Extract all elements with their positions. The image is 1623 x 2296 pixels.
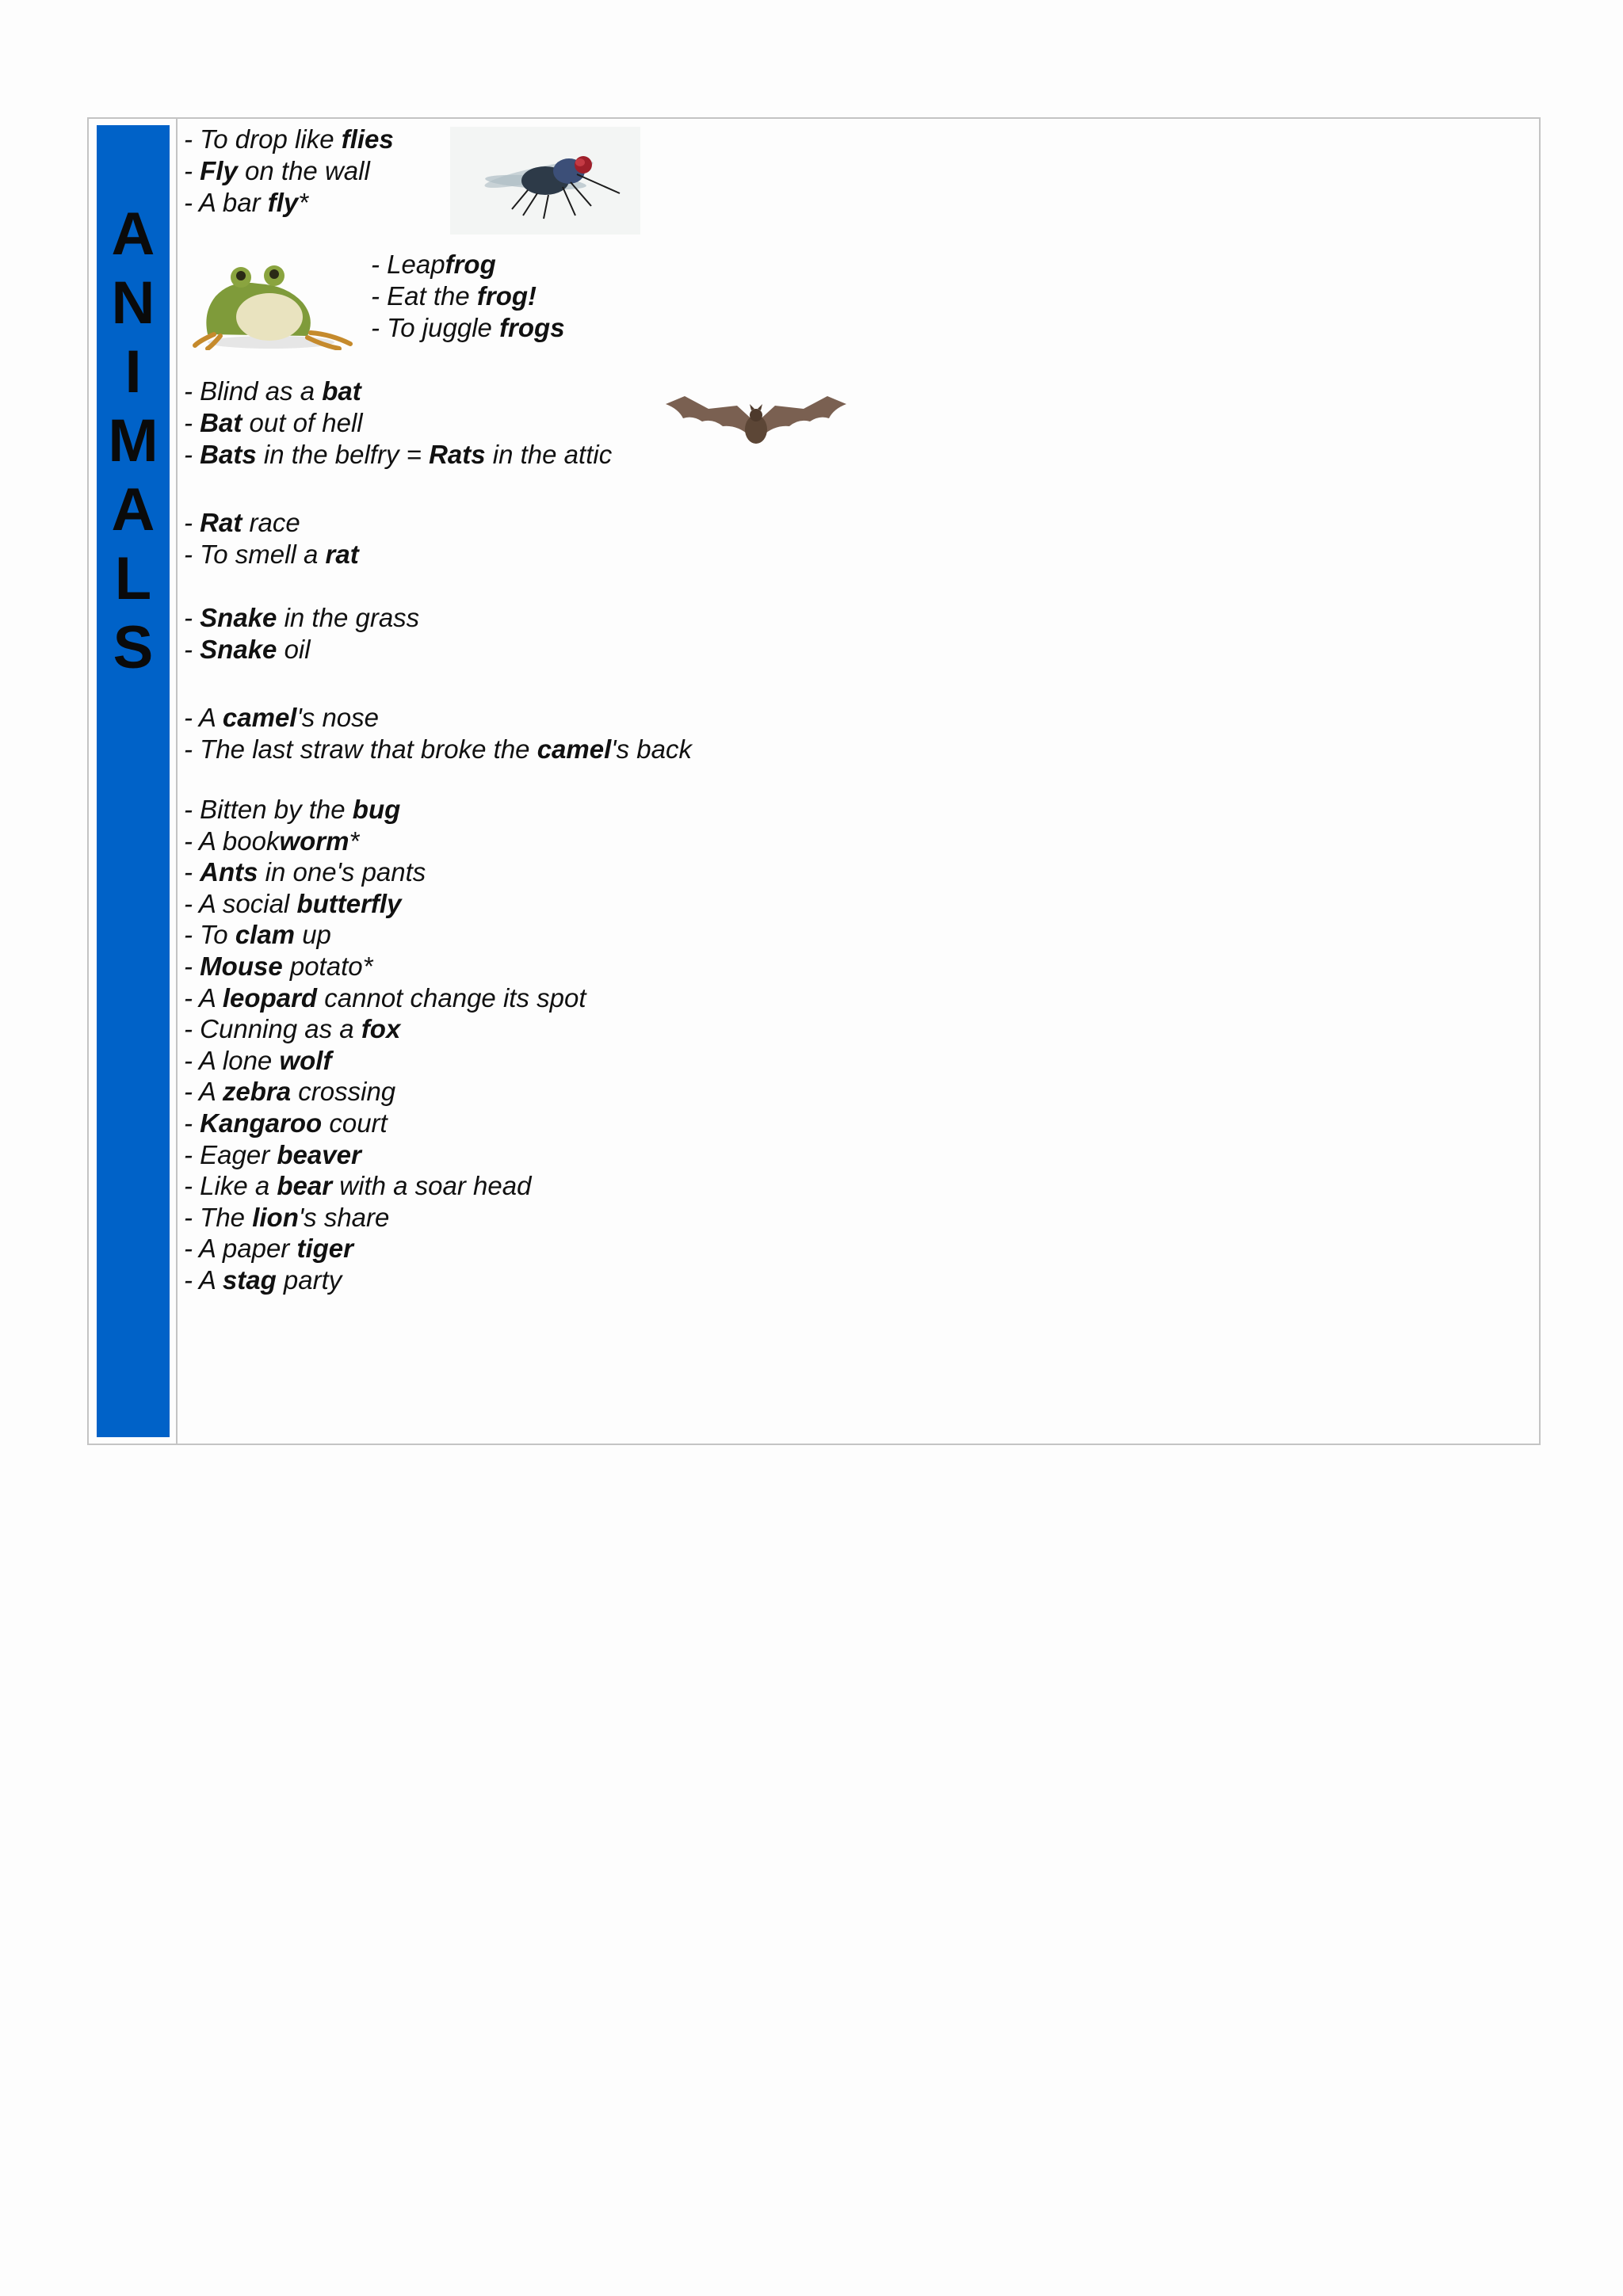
bat-idiom-line (184, 439, 612, 471)
frog-idiom-line (371, 312, 565, 344)
idiom-text: - Leap (371, 250, 445, 279)
title-letter: L (114, 545, 152, 612)
highlighted-animal-word: stag (222, 1265, 277, 1295)
misc-idiom-line (184, 794, 400, 826)
idiom-text: - A (184, 982, 223, 1013)
idiom-text: out of hell (242, 408, 363, 437)
camel-idiom-line (184, 734, 692, 765)
idiom-text: party (276, 1265, 342, 1295)
idiom-text: - Like a (184, 1171, 277, 1201)
idiom-text: - A social (184, 888, 297, 918)
idiom-text: - (184, 508, 200, 537)
idiom-text: - To (184, 920, 235, 950)
highlighted-animal-word: Ants (200, 857, 258, 887)
column-divider (176, 119, 178, 1444)
idiom-text: 's nose (296, 703, 379, 732)
camel-idiom-line (184, 702, 379, 734)
highlighted-animal-word: leopard (222, 982, 318, 1013)
highlighted-animal-word: wolf (279, 1045, 332, 1075)
highlighted-animal-word: tiger (296, 1234, 353, 1264)
idiom-text: up (295, 920, 331, 950)
snake-idiom-line (184, 634, 311, 666)
idiom-text: - (184, 952, 200, 981)
vertical-title (97, 200, 170, 682)
title-letter: A (111, 200, 155, 268)
misc-idiom-line (184, 951, 372, 982)
misc-idiom-line (184, 919, 331, 951)
idiom-text: - Eager (184, 1139, 277, 1169)
idiom-text: - A (184, 703, 223, 732)
idiom-text: - (184, 440, 200, 469)
idiom-text: cannot change its spot (317, 982, 586, 1013)
highlighted-animal-word: bug (352, 795, 401, 824)
title-band (97, 125, 170, 1437)
animals-idiom-table (87, 117, 1541, 1445)
misc-idiom-line (184, 1139, 361, 1171)
idiom-text: court (322, 1108, 388, 1138)
idiom-text: - (184, 857, 200, 887)
idiom-text: with a soar head (332, 1171, 532, 1201)
highlighted-animal-word: Rats (429, 440, 486, 469)
fly-idiom-line (184, 187, 308, 219)
misc-idiom-line (184, 1013, 400, 1045)
highlighted-animal-word: zebra (222, 1077, 292, 1107)
highlighted-animal-word: clam (235, 920, 296, 950)
highlighted-animal-word: camel (222, 703, 297, 732)
bat-idiom-line (184, 376, 361, 407)
misc-idiom-line (184, 1264, 342, 1296)
highlighted-animal-word: fox (361, 1014, 401, 1044)
frog-idiom-line (371, 249, 496, 280)
idiom-text: - Eat the (371, 281, 477, 311)
highlighted-animal-word: Kangaroo (200, 1108, 323, 1138)
highlighted-animal-word: lion (252, 1202, 299, 1232)
bat-idiom-line (184, 407, 363, 439)
idiom-text: in the grass (277, 603, 420, 632)
frog-idiom-line (371, 280, 537, 312)
idiom-text: * (349, 826, 360, 856)
highlighted-animal-word: Bats (200, 440, 257, 469)
rat-idiom-line (184, 507, 300, 539)
idiom-text: - A bar (184, 188, 268, 217)
highlighted-animal-word: frogs (499, 313, 565, 342)
highlighted-animal-word: Mouse (200, 952, 283, 981)
idiom-text: - A (184, 1265, 223, 1295)
idiom-text: - To juggle (371, 313, 500, 342)
idiom-text: - To smell a (184, 540, 326, 569)
idiom-text: - Bitten by the (184, 795, 353, 824)
idiom-text: on the wall (237, 156, 370, 185)
snake-idiom-line (184, 602, 419, 634)
idiom-text: * (298, 188, 309, 217)
misc-idiom-line (184, 1170, 531, 1202)
idiom-text: - Cunning as a (184, 1014, 361, 1044)
highlighted-animal-word: flies (341, 124, 394, 154)
idiom-text: - The (184, 1202, 253, 1232)
idiom-text: in one's pants (258, 857, 426, 887)
idiom-text: - The last straw that broke the (184, 734, 537, 764)
misc-idiom-line (184, 826, 359, 857)
idiom-text: - (184, 603, 200, 632)
highlighted-animal-word: frog (445, 250, 496, 279)
fly-idiom-line (184, 124, 394, 155)
highlighted-animal-word: rat (325, 540, 359, 569)
misc-idiom-line (184, 1233, 353, 1264)
misc-idiom-line (184, 888, 401, 920)
idiom-text: race (242, 508, 300, 537)
highlighted-animal-word: Snake (200, 603, 277, 632)
highlighted-animal-word: camel (537, 734, 612, 764)
idiom-text: - (184, 156, 200, 185)
fly-idiom-line (184, 155, 370, 187)
idiom-text: crossing (291, 1077, 396, 1107)
idiom-text: - (184, 408, 200, 437)
misc-idiom-line (184, 856, 426, 888)
idiom-text: in the attic (485, 440, 613, 469)
title-letter: M (108, 407, 158, 475)
title-letter: I (124, 338, 142, 406)
highlighted-animal-word: frog! (476, 281, 537, 311)
misc-idiom-line (184, 1108, 388, 1139)
idiom-text: potato* (282, 952, 373, 981)
bat-photo (661, 388, 851, 455)
highlighted-animal-word: Rat (200, 508, 242, 537)
idiom-text: - To drop like (184, 124, 342, 154)
idiom-text: oil (277, 635, 311, 664)
idiom-text: - A lone (184, 1045, 280, 1075)
frog-photo (192, 247, 358, 350)
idiom-text: - A book (184, 826, 280, 856)
idiom-text: - A (184, 1077, 223, 1107)
highlighted-animal-word: fly (267, 188, 299, 217)
title-letter: N (111, 269, 155, 337)
misc-idiom-line (184, 1202, 389, 1234)
highlighted-animal-word: bat (322, 376, 361, 406)
idiom-text: - (184, 1108, 200, 1138)
highlighted-animal-word: beaver (277, 1139, 361, 1169)
title-letter: S (113, 614, 154, 681)
idiom-text: 's back (611, 734, 692, 764)
highlighted-animal-word: Bat (200, 408, 242, 437)
idiom-text: - Blind as a (184, 376, 323, 406)
idiom-text: - (184, 635, 200, 664)
highlighted-animal-word: Fly (200, 156, 238, 185)
idiom-text: in the belfry = (256, 440, 430, 469)
highlighted-animal-word: bear (277, 1171, 333, 1201)
highlighted-animal-word: worm (279, 826, 349, 856)
highlighted-animal-word: Snake (200, 635, 277, 664)
misc-idiom-line (184, 1076, 395, 1108)
misc-idiom-line (184, 1045, 331, 1077)
misc-idiom-line (184, 982, 586, 1014)
idiom-text: - A paper (184, 1234, 297, 1264)
fly-photo (450, 127, 640, 235)
idiom-text: 's share (298, 1202, 390, 1232)
title-letter: A (111, 476, 155, 543)
rat-idiom-line (184, 539, 359, 570)
highlighted-animal-word: butterfly (296, 888, 402, 918)
